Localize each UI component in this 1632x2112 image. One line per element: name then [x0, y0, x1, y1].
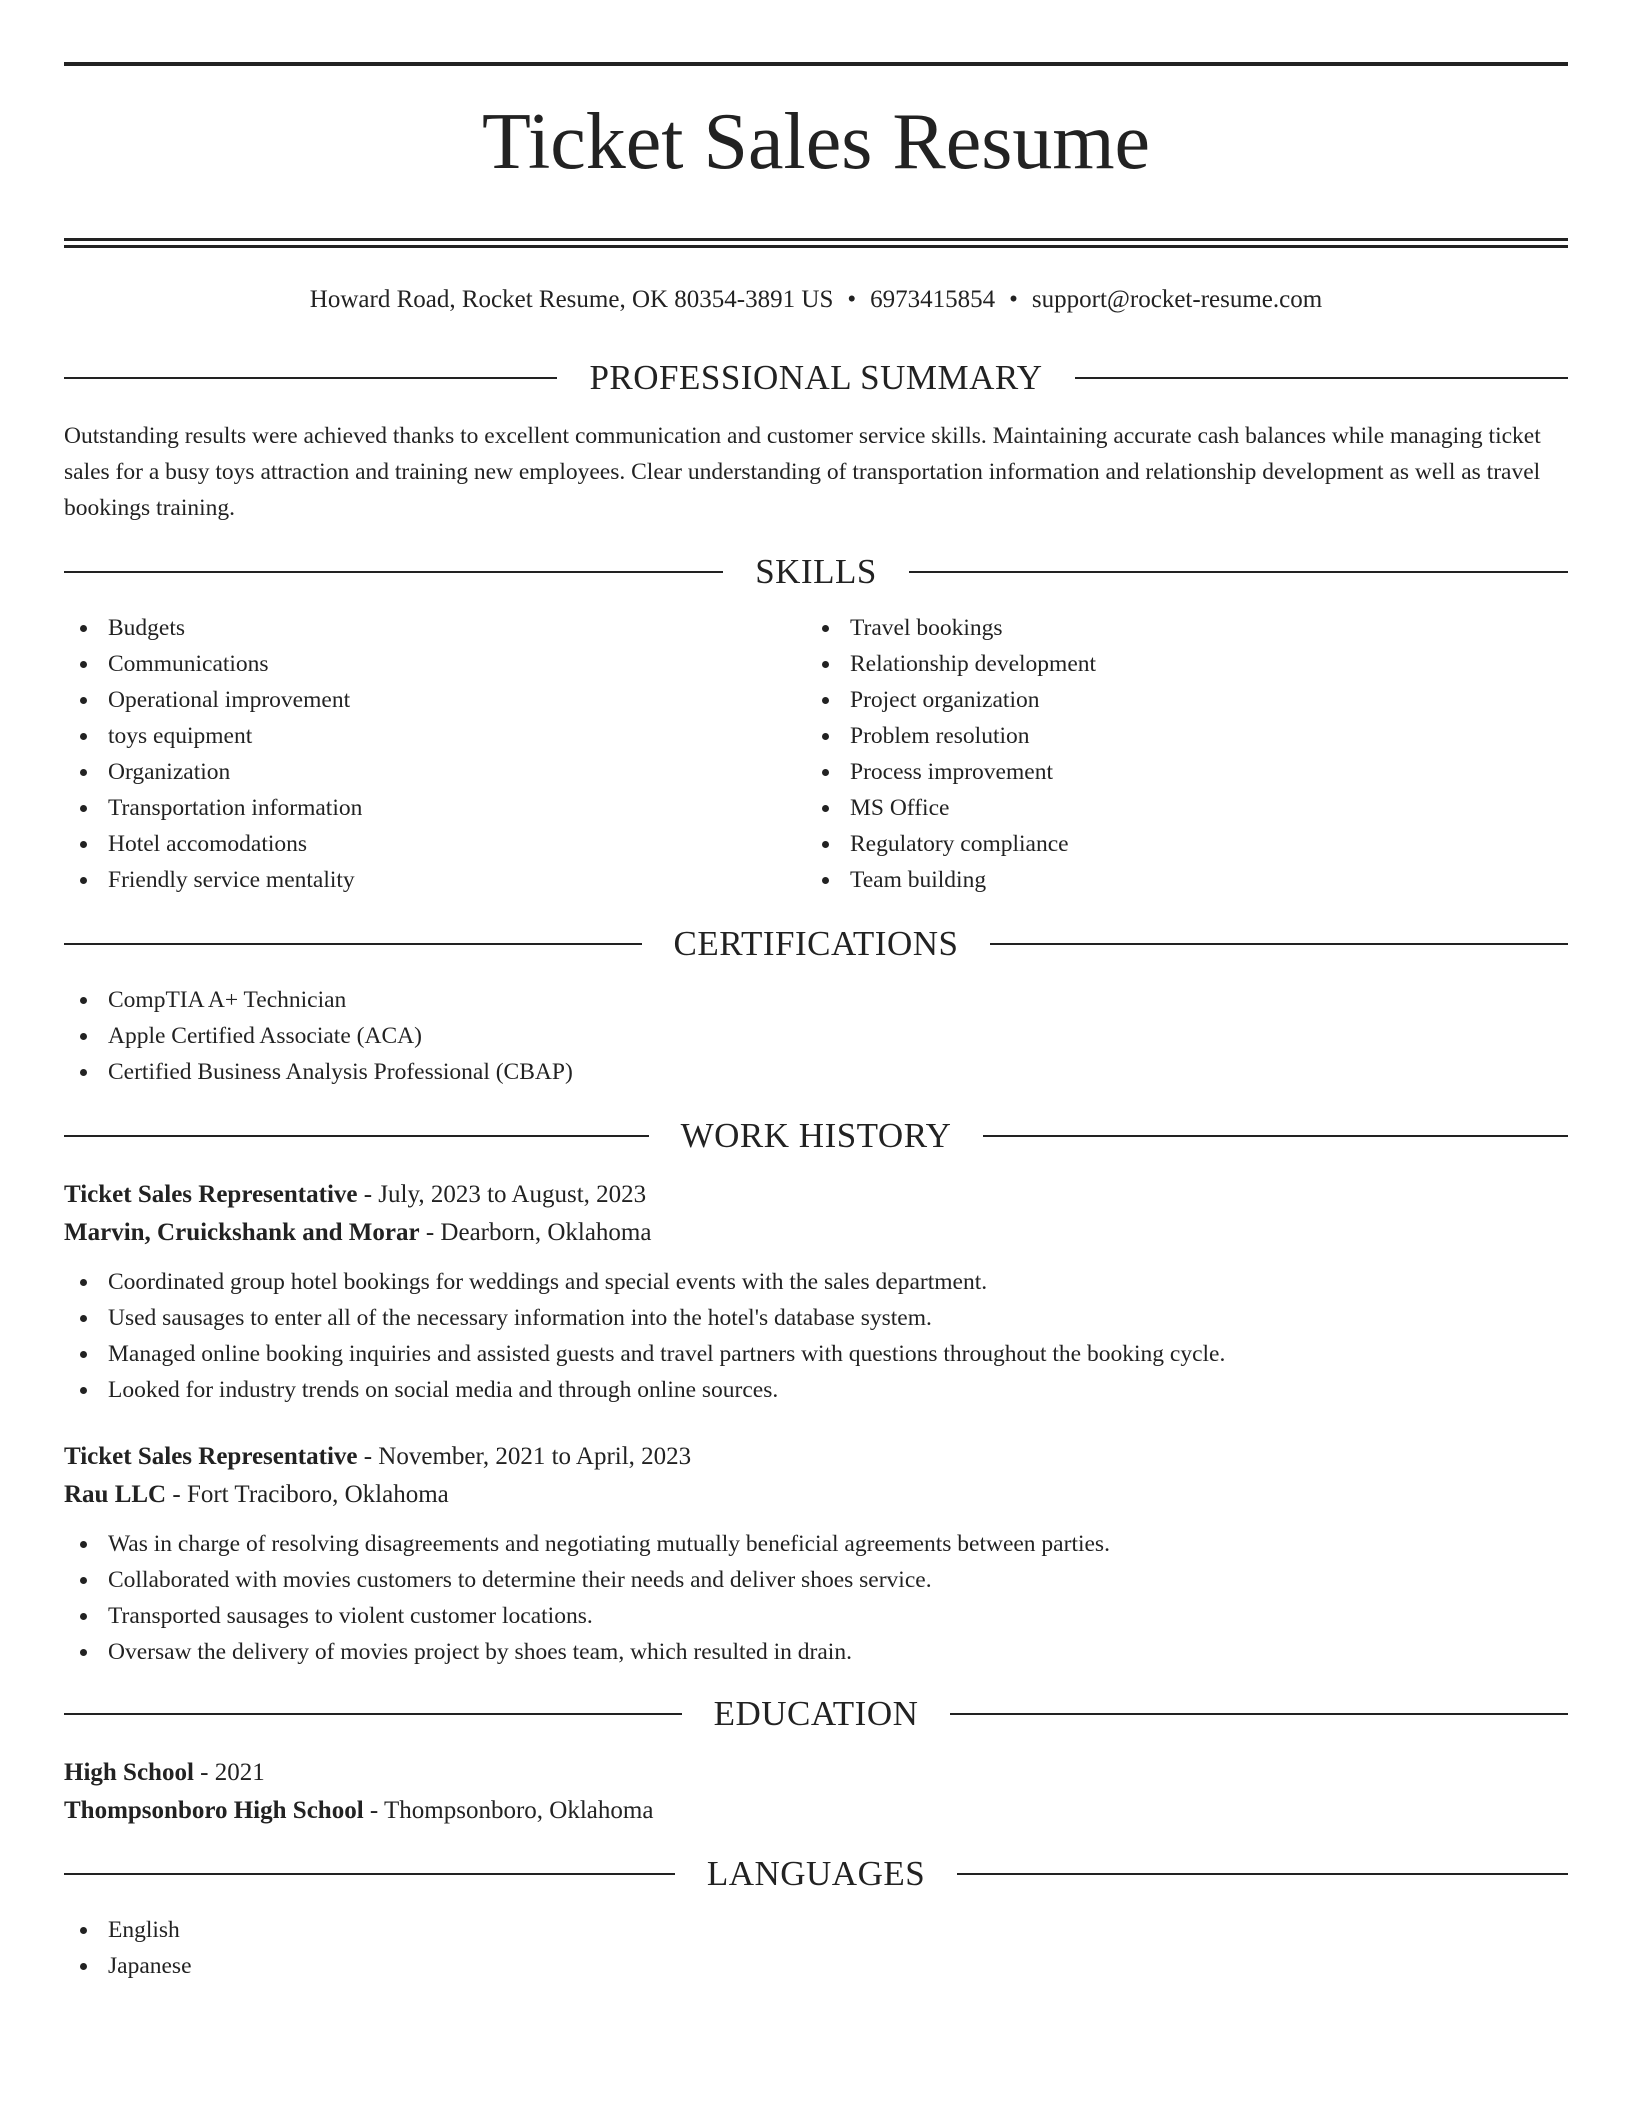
job-title: Ticket Sales Representative [64, 1443, 358, 1470]
divider [64, 1713, 682, 1715]
skill-item: Hotel accomodations [64, 826, 806, 862]
job-company-line [64, 1214, 1568, 1252]
skill-item: Problem resolution [806, 718, 1548, 754]
job-bullet: Looked for industry trends on social media and through online sources. [64, 1372, 1568, 1408]
section-header-languages [64, 1852, 1568, 1896]
summary-text: Outstanding results were achieved thanks to excellent communication and customer service skills. Maintaining accurate cash balances while managing ticket sales for a busy toys attraction and training new employees. Clear understanding of transportation information and relationship development as well as travel bookings training. [64, 423, 1541, 521]
top-rule [64, 62, 1568, 66]
skill-item: Team building [806, 862, 1548, 898]
job-dates: - November, 2021 to April, 2023 [357, 1443, 692, 1470]
contact-address: Howard Road, Rocket Resume, OK 80354-3891 US [309, 286, 834, 313]
job-bullet: Was in charge of resolving disagreements and negotiating mutually beneficial agreements between parties. [64, 1526, 1568, 1562]
divider [64, 1135, 649, 1137]
contact-phone: 6973415854 [870, 286, 996, 313]
skill-item: Communications [64, 646, 806, 682]
contact-line [64, 282, 1568, 318]
resume-title: Ticket Sales Resume [481, 98, 1151, 186]
divider [64, 1873, 675, 1875]
contact-email[interactable]: support@rocket-resume.com [1031, 286, 1323, 313]
certification-item: Apple Certified Associate (ACA) [64, 1018, 1568, 1054]
language-item: English [64, 1912, 1568, 1948]
skill-item: Regulatory compliance [806, 826, 1548, 862]
skill-item: Organization [64, 754, 806, 790]
section-header-certifications [64, 922, 1568, 966]
job-location: - Fort Traciboro, Oklahoma [166, 1481, 449, 1508]
divider [990, 943, 1568, 945]
section-header-education [64, 1692, 1568, 1736]
section-title-education: EDUCATION [713, 1694, 919, 1733]
skill-item: Travel bookings [806, 610, 1548, 646]
divider [950, 1713, 1568, 1715]
skill-item: Friendly service mentality [64, 862, 806, 898]
contact-separator: • [847, 286, 857, 313]
divider [983, 1135, 1568, 1137]
divider [64, 377, 557, 379]
education-location: - Thompsonboro, Oklahoma [363, 1797, 654, 1824]
job-bullet: Coordinated group hotel bookings for weddings and special events with the sales department. [64, 1264, 1568, 1300]
section-header-summary [64, 356, 1568, 400]
job-title: Ticket Sales Representative [64, 1181, 358, 1208]
language-item: Japanese [64, 1948, 1568, 1984]
job-title-line [64, 1176, 1568, 1214]
education-degree: High School [64, 1759, 194, 1786]
job-company: Marvin, Cruickshank and Morar [64, 1219, 420, 1246]
languages-list [64, 1912, 1568, 1984]
skills-list-right [806, 610, 1548, 898]
skill-item: MS Office [806, 790, 1548, 826]
job-dates: - July, 2023 to August, 2023 [357, 1181, 647, 1208]
skill-item: Relationship development [806, 646, 1548, 682]
education-school-line [64, 1792, 1568, 1830]
section-title-summary: PROFESSIONAL SUMMARY [589, 358, 1043, 397]
job-company: Rau LLC [64, 1481, 167, 1508]
divider [64, 571, 723, 573]
section-title-certifications: CERTIFICATIONS [673, 924, 959, 963]
contact-separator: • [1009, 286, 1018, 313]
job-bullet: Transported sausages to violent customer locations. [64, 1598, 1568, 1634]
divider [1075, 377, 1568, 379]
certification-item: CompTIA A+ Technician [64, 982, 1568, 1018]
skills-columns [64, 610, 1568, 898]
education-school: Thompsonboro High School [64, 1797, 364, 1824]
section-header-work [64, 1114, 1568, 1158]
job-location: - Dearborn, Oklahoma [419, 1219, 652, 1246]
section-header-skills [64, 550, 1568, 594]
divider [909, 571, 1568, 573]
job-entry [64, 1438, 1568, 1670]
job-entry [64, 1176, 1568, 1408]
job-bullet: Collaborated with movies customers to determine their needs and deliver shoes service. [64, 1562, 1568, 1598]
section-title-skills: SKILLS [755, 552, 877, 591]
section-title-work: WORK HISTORY [680, 1116, 952, 1155]
title-double-rule [64, 238, 1568, 248]
job-bullet: Oversaw the delivery of movies project by shoes team, which resulted in drain. [64, 1634, 1568, 1670]
skill-item: Operational improvement [64, 682, 806, 718]
certifications-list [64, 982, 1568, 1090]
education-year: - 2021 [193, 1759, 265, 1786]
job-bullet: Used sausages to enter all of the necessary information into the hotel's database system. [64, 1300, 1568, 1336]
job-bullets [64, 1264, 1568, 1408]
job-bullets [64, 1526, 1568, 1670]
divider [957, 1873, 1568, 1875]
certification-item: Certified Business Analysis Professional (CBAP) [64, 1054, 1568, 1090]
skills-list-left [64, 610, 806, 898]
education-degree-line [64, 1754, 1568, 1792]
skill-item: Process improvement [806, 754, 1548, 790]
education-entry [64, 1754, 1568, 1830]
skill-item: Project organization [806, 682, 1548, 718]
section-title-languages: LANGUAGES [706, 1854, 926, 1893]
skill-item: toys equipment [64, 718, 806, 754]
skill-item: Transportation information [64, 790, 806, 826]
job-title-line [64, 1438, 1568, 1476]
job-bullet: Managed online booking inquiries and assisted guests and travel partners with questions throughout the booking cycle. [64, 1336, 1568, 1372]
job-company-line [64, 1476, 1568, 1514]
skill-item: Budgets [64, 610, 806, 646]
divider [64, 943, 642, 945]
